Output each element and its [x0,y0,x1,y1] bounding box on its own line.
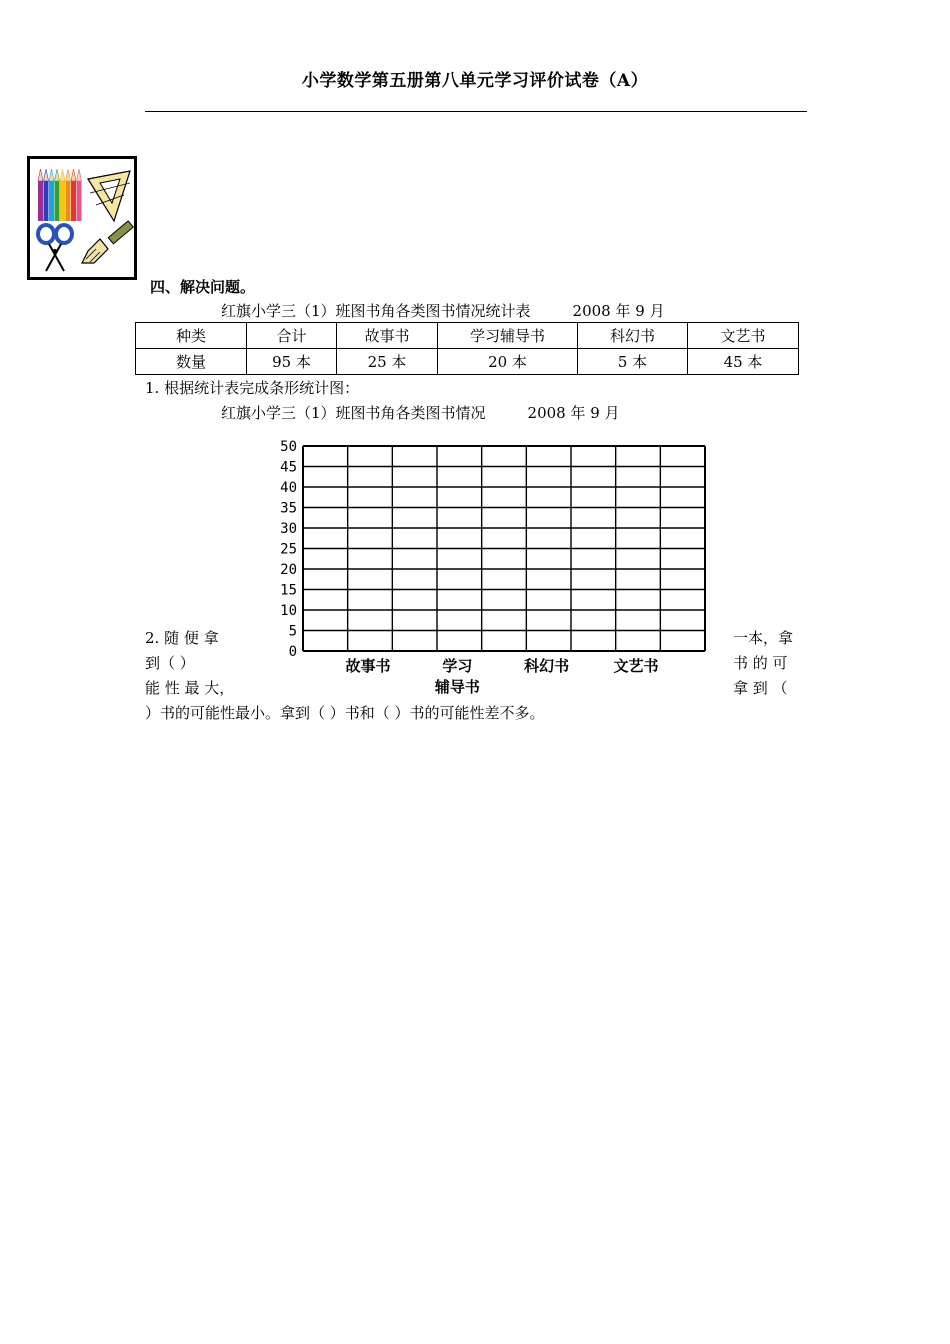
question-2-line2-left: 到（ ） [145,654,195,672]
question-1: 1. 根据统计表完成条形统计图： [145,379,360,397]
y-tick-label: 15 [280,582,297,599]
clipart-svg [30,159,134,277]
scissors-icon [38,225,72,271]
table-cell: 20 本 [438,349,578,375]
pencil-tip [77,169,82,181]
page-title: 小学数学第五册第八单元学习评价试卷（A） [301,71,649,91]
question-2-line4: ）书的可能性最小。拿到（ ）书和（ ）书的可能性差不多。 [145,704,545,722]
pencil-body [60,181,65,221]
question-2-line1-right: 一本，拿 [733,629,794,647]
clipart-box [27,156,137,280]
y-tick-label: 5 [288,623,297,640]
pencil-tip [38,169,43,181]
book-stats-table [135,322,799,375]
x-category-label-line2: 辅导书 [434,678,480,696]
y-tick-label: 20 [280,562,297,578]
question-2-line2-right: 书 的 可 [733,654,788,672]
table-header-cell: 故事书 [337,323,438,349]
table-header-cell: 学习辅导书 [438,323,578,349]
pencil-body [55,181,60,221]
x-category-label: 文艺书 [613,657,659,675]
question-2-line1-left: 2. 随 便 拿 [145,629,219,647]
pencil-body [49,181,54,221]
x-category-label: 故事书 [345,657,391,675]
x-category-label: 学习 [442,657,473,675]
pencil-tip [44,169,49,181]
table-cell: 45 本 [688,349,799,375]
y-tick-label: 10 [280,603,297,619]
table-header-cell: 文艺书 [688,323,799,349]
pencil-tip [49,169,54,181]
chart-title: 红旗小学三（1）班图书角各类图书情况 [221,404,486,422]
pencil-tip [66,169,71,181]
y-tick-label: 0 [288,644,297,660]
pencil-body [71,181,76,221]
question-2-line3-left: 能 性 最 大， [145,679,235,697]
header-rule [145,111,807,112]
chart-caption [221,402,620,423]
pencil-body [38,181,43,221]
y-tick-label: 50 [280,439,297,455]
set-square-ruler-icon [88,171,130,221]
chart-date: 2008 年 9 月 [527,404,620,422]
table-caption-date: 2008 年 9 月 [572,302,665,320]
table-cell: 数量 [136,349,247,375]
y-tick-label: 45 [280,459,297,476]
table-row [136,349,799,375]
table-caption-text: 红旗小学三（1）班图书角各类图书情况统计表 [221,302,531,320]
table-header-cell: 种类 [136,323,247,349]
table-header-row [136,323,799,349]
y-tick-label: 35 [280,500,297,517]
table-header-cell: 科幻书 [578,323,688,349]
y-tick-label: 40 [280,480,297,496]
pencil-tip [71,169,76,181]
table-cell: 5 本 [578,349,688,375]
section-title: 四、解决问题。 [150,278,256,296]
pencil-tip [55,169,60,181]
bar-chart-grid [260,432,720,698]
table-cell: 25 本 [337,349,438,375]
pencil-tip [60,169,65,181]
question-2-line3-right: 拿 到 （ [733,679,788,697]
table-caption [221,300,665,321]
x-category-label: 科幻书 [524,657,570,675]
y-tick-label: 30 [280,521,297,537]
colored-pencils-icon [38,169,82,221]
pencil-body [66,181,71,221]
table-header-cell: 合计 [247,323,337,349]
pencil-body [77,181,82,221]
pencil-body [44,181,49,221]
paintbrush-icon [82,221,133,263]
y-tick-label: 25 [280,541,297,558]
table-cell: 95 本 [247,349,337,375]
